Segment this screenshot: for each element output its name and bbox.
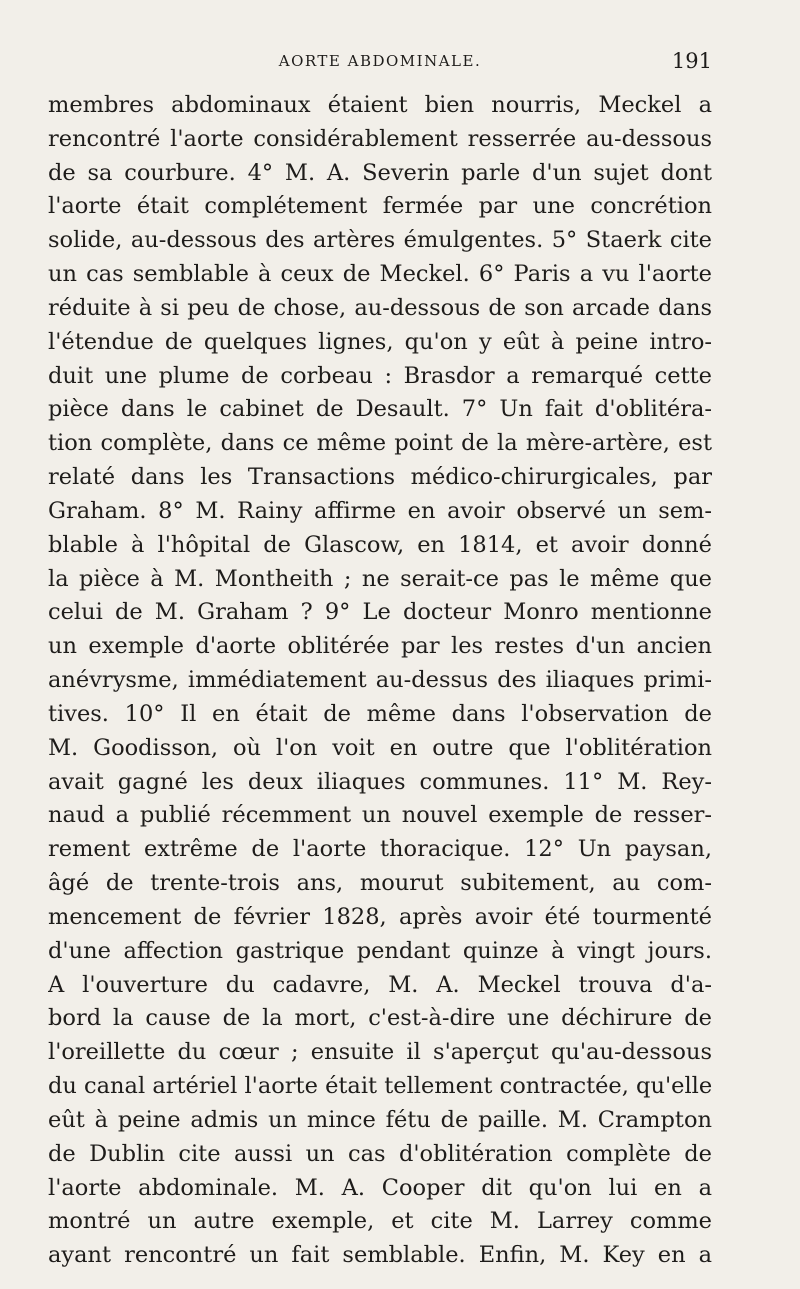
text-line: duit une plume de corbeau : Brasdor a remarqué cette — [48, 362, 712, 389]
running-head — [48, 46, 712, 76]
text-line: montré un autre exemple, et cite M. Larrey comme — [48, 1208, 712, 1235]
text-line: âgé de trente-trois ans, mourut subitement, au com- — [48, 870, 712, 897]
text-line: blable à l'hôpital de Glascow, en 1814, et avoir donné — [48, 531, 712, 558]
text-line: un cas semblable à ceux de Meckel. 6° Paris a vu l'aorte — [48, 261, 712, 288]
text-line: solide, au-dessous des artères émulgentes. 5° Staerk cite — [48, 227, 712, 254]
text-line: l'oreillette du cœur ; ensuite il s'aperçut qu'au-dessous — [48, 1039, 712, 1066]
text-line: A l'ouverture du cadavre, M. A. Meckel trouva d'a- — [48, 971, 712, 998]
text-line: celui de M. Graham ? 9° Le docteur Monro mentionne — [48, 599, 712, 626]
text-line: l'aorte abdominale. M. A. Cooper dit qu'on lui en a — [48, 1174, 712, 1201]
text-line: M. Goodisson, où l'on voit en outre que l'oblitération — [48, 734, 712, 761]
text-line: la pièce à M. Montheith ; ne serait-ce pas le même que — [48, 565, 712, 592]
text-line: rencontré l'aorte considérablement resserrée au-dessous — [48, 125, 712, 152]
running-head-title: AORTE ABDOMINALE. — [278, 52, 482, 70]
text-line: relaté dans les Transactions médico-chirurgicales, par — [48, 464, 712, 491]
text-line: membres abdominaux étaient bien nourris, Meckel a — [48, 92, 712, 118]
text-line: tives. 10° Il en était de même dans l'observation de — [48, 700, 712, 727]
text-line: tion complète, dans ce même point de la mère-artère, est — [48, 430, 712, 457]
text-line: eût à peine admis un mince fétu de paille. M. Crampton — [48, 1106, 712, 1133]
text-line: l'aorte était complétement fermée par une concrétion — [48, 193, 712, 220]
text-line: naud a publié récemment un nouvel exemple de resser- — [48, 802, 712, 829]
text-line: l'étendue de quelques lignes, qu'on y eût à peine intro- — [48, 328, 712, 355]
text-line: pièce dans le cabinet de Desault. 7° Un fait d'oblitéra- — [48, 396, 712, 423]
text-line: d'une affection gastrique pendant quinze à vingt jours. — [48, 937, 712, 964]
text-line: bord la cause de la mort, c'est-à-dire une déchirure de — [48, 1005, 712, 1032]
text-line: rement extrême de l'aorte thoracique. 12° Un paysan, — [48, 836, 712, 863]
text-line: de Dublin cite aussi un cas d'oblitération complète de — [48, 1140, 712, 1167]
text-line: réduite à si peu de chose, au-dessous de son arcade dans — [48, 294, 712, 321]
text-line: ayant rencontré un fait semblable. Enfin, M. Key en a — [48, 1242, 712, 1269]
body-text — [48, 89, 712, 1273]
text-line: mencement de février 1828, après avoir été tourmenté — [48, 903, 712, 930]
text-line: Graham. 8° M. Rainy affirme en avoir observé un sem- — [48, 497, 712, 524]
text-line: de sa courbure. 4° M. A. Severin parle d'un sujet dont — [48, 159, 712, 186]
text-line: du canal artériel l'aorte était tellement contractée, qu'elle — [48, 1073, 712, 1100]
text-line: un exemple d'aorte oblitérée par les restes d'un ancien — [48, 633, 712, 660]
text-line: anévrysme, immédiatement au-dessus des iliaques primi- — [48, 667, 712, 694]
page-number: 191 — [671, 49, 712, 73]
text-line: avait gagné les deux iliaques communes. 11° M. Rey- — [48, 768, 712, 795]
